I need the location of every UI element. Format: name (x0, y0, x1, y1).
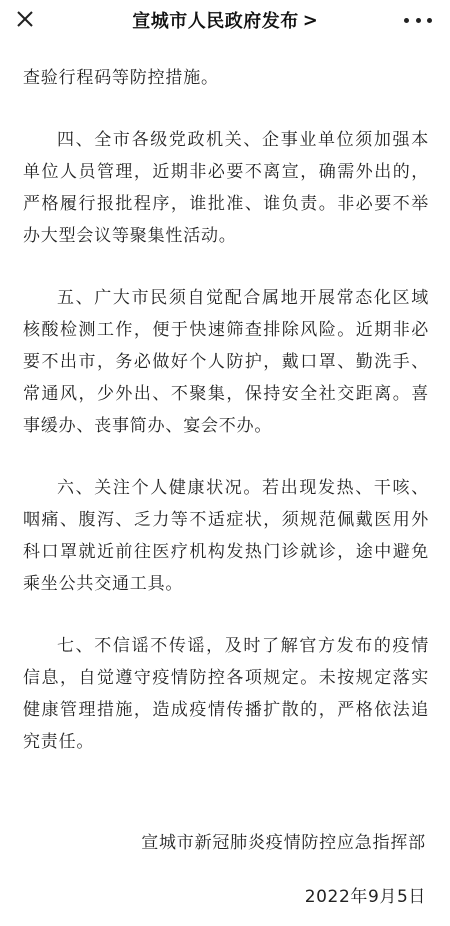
paragraph-4: 四、全市各级党政机关、企事业单位须加强本单位人员管理，近期非必要不离宣，确需外出的，严格履行报批程序，谁批准、谁负责。非必要不举办大型会议等聚集性活动。 (23, 130, 429, 246)
signature-organization: 宣城市新冠肺炎疫情防控应急指挥部 (141, 833, 426, 853)
account-title-link[interactable] (0, 0, 450, 40)
paragraph-6: 六、关注个人健康状况。若出现发热、干咳、咽痛、腹泻、乏力等不适症状，须规范佩戴医用外科口罩就近前往医疗机构发热门诊就诊，途中避免乘坐公共交通工具。 (23, 478, 429, 594)
page-title: 宣城市人民政府发布 (132, 11, 299, 32)
article-body (23, 15, 429, 788)
more-icon-dot (427, 18, 432, 23)
chevron-right-icon: > (302, 9, 318, 31)
paragraph-7: 七、不信谣不传谣，及时了解官方发布的疫情信息，自觉遵守疫情防控各项规定。未按规定落实健康管理措施，造成疫情传播扩散的，严格依法追究责任。 (23, 636, 429, 752)
paragraph-partial: 查验行程码等防控措施。 (23, 68, 219, 88)
more-button[interactable] (404, 10, 432, 30)
more-icon-dot (404, 18, 409, 23)
top-nav-bar (0, 0, 450, 40)
paragraph-5: 五、广大市民须自觉配合属地开展常态化区域核酸检测工作，便于快速筛查排除风险。近期非必要不出市，务必做好个人防护，戴口罩、勤洗手、常通风，少外出、不聚集，保持安全社交距离。喜事缓办、丧事简办、宴会不办。 (23, 288, 429, 436)
signature-date: 2022年9月5日 (304, 887, 426, 907)
more-icon-dot (416, 18, 421, 23)
